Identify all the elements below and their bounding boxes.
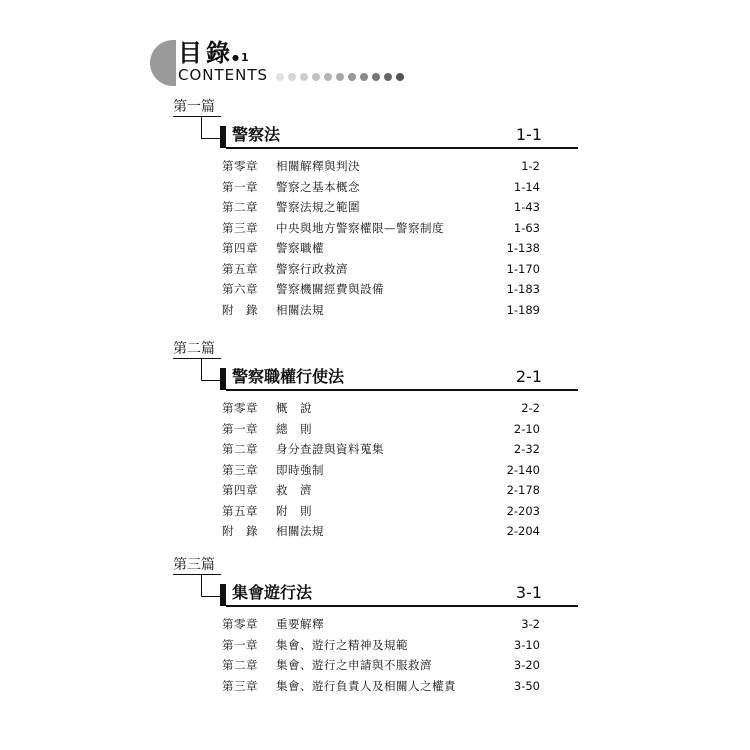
chapter-row[interactable] — [0, 279, 750, 299]
chapter-number: 附 錄 — [222, 524, 258, 538]
chapter-row[interactable] — [0, 177, 750, 197]
chapter-number: 第三章 — [222, 678, 258, 693]
chapter-page: 1-14 — [513, 179, 540, 194]
chapter-number: 第二章 — [222, 200, 258, 214]
part-bracket — [201, 574, 220, 597]
chapter-title: 中央與地方警察權限—警察制度 — [276, 220, 444, 235]
chapter-title: 警察法規之範圍 — [276, 200, 360, 214]
section-bar — [220, 584, 226, 606]
chapter-title: 救 濟 — [276, 483, 312, 497]
chapter-row[interactable] — [0, 480, 750, 500]
chapter-title: 身分查證與資料蒐集 — [276, 442, 384, 456]
section-rule — [226, 147, 578, 149]
section-bar — [220, 126, 226, 148]
chapter-number: 附 錄 — [222, 302, 258, 317]
decorative-dots — [276, 73, 404, 83]
dot-icon — [288, 73, 296, 81]
chapter-page: 3-10 — [513, 637, 540, 652]
part-bracket — [201, 116, 220, 139]
dot-icon — [360, 73, 368, 81]
chapter-page: 2-178 — [506, 483, 540, 497]
part-label: 第二篇 — [173, 341, 215, 357]
chapter-number: 第五章 — [222, 261, 258, 276]
section-rule — [226, 605, 578, 607]
chapter-title: 警察機關經費與設備 — [276, 282, 384, 296]
chapter-title: 總 則 — [276, 421, 312, 436]
chapter-page: 1-183 — [506, 282, 540, 296]
chapter-row[interactable] — [0, 439, 750, 459]
section-rule — [226, 389, 578, 391]
section-title[interactable]: 集會遊行法 — [232, 583, 313, 602]
chapter-page: 2-32 — [513, 442, 540, 456]
section-title[interactable]: 警察法 — [232, 125, 281, 144]
chapter-row[interactable] — [0, 197, 750, 217]
part-label: 第一篇 — [173, 99, 215, 115]
chapter-page: 1-170 — [506, 261, 540, 276]
chapter-row[interactable] — [0, 635, 750, 655]
chapter-row[interactable] — [0, 521, 750, 541]
part-bracket — [201, 358, 220, 381]
chapter-row[interactable] — [0, 238, 750, 258]
part-label: 第三篇 — [173, 557, 215, 573]
chapter-number: 第四章 — [222, 483, 258, 497]
chapter-number: 第六章 — [222, 282, 258, 296]
chapter-number: 第三章 — [222, 462, 258, 477]
chapter-page: 3-2 — [521, 617, 540, 631]
chapter-title: 集會、遊行負責人及相關人之權責 — [276, 678, 456, 693]
chapter-title: 集會、遊行之精神及規範 — [276, 637, 408, 652]
chapter-page: 1-2 — [521, 159, 540, 173]
chapter-page: 3-50 — [513, 678, 540, 693]
dot-icon — [396, 73, 404, 81]
chapter-row[interactable] — [0, 300, 750, 320]
chapter-title: 附 則 — [276, 503, 312, 518]
chapter-number: 第二章 — [222, 658, 258, 672]
chapter-number: 第一章 — [222, 421, 258, 436]
chapter-title: 相關法規 — [276, 524, 324, 538]
chapter-page: 2-2 — [521, 401, 540, 415]
section-page: 2-1 — [515, 367, 542, 386]
chapter-title: 重要解釋 — [276, 617, 324, 631]
chapter-page: 1-138 — [506, 241, 540, 255]
dot-icon — [300, 73, 308, 81]
chapter-number: 第零章 — [222, 617, 258, 631]
chapter-row[interactable] — [0, 501, 750, 521]
chapter-number: 第四章 — [222, 241, 258, 255]
dot-icon — [276, 73, 284, 81]
chapter-number: 第零章 — [222, 401, 258, 415]
toc-title-text: 目錄 — [178, 39, 234, 67]
chapter-page: 2-10 — [513, 421, 540, 436]
chapter-row[interactable] — [0, 156, 750, 176]
chapter-row[interactable] — [0, 419, 750, 439]
chapter-title: 相關法規 — [276, 302, 324, 317]
chapter-row[interactable] — [0, 398, 750, 418]
chapter-title: 集會、遊行之申請與不服救濟 — [276, 658, 432, 672]
chapter-page: 1-43 — [513, 200, 540, 214]
chapter-row[interactable] — [0, 218, 750, 238]
chapter-row[interactable] — [0, 655, 750, 675]
chapter-number: 第五章 — [222, 503, 258, 518]
chapter-page: 2-140 — [506, 462, 540, 477]
chapter-number: 第三章 — [222, 220, 258, 235]
section-title[interactable]: 警察職權行使法 — [232, 367, 345, 386]
chapter-page: 2-204 — [506, 524, 540, 538]
chapter-number: 第一章 — [222, 179, 258, 194]
section-page: 3-1 — [515, 583, 542, 602]
chapter-title: 相關解釋與判決 — [276, 159, 360, 173]
chapter-row[interactable] — [0, 259, 750, 279]
header-tab-decoration — [150, 40, 176, 86]
section-bar — [220, 368, 226, 390]
dot-icon — [336, 73, 344, 81]
dot-icon — [312, 73, 320, 81]
chapter-number: 第一章 — [222, 637, 258, 652]
chapter-title: 即時強制 — [276, 462, 324, 477]
dot-icon — [324, 73, 332, 81]
chapter-page: 2-203 — [506, 503, 540, 518]
chapter-row[interactable] — [0, 676, 750, 696]
dot-icon — [348, 73, 356, 81]
chapter-title: 警察之基本概念 — [276, 179, 360, 194]
chapter-number: 第二章 — [222, 442, 258, 456]
chapter-row[interactable] — [0, 614, 750, 634]
toc-subtitle: CONTENTS — [178, 66, 269, 84]
chapter-title: 概 說 — [276, 401, 312, 415]
chapter-number: 第零章 — [222, 159, 258, 173]
chapter-title: 警察行政救濟 — [276, 261, 348, 276]
chapter-title: 警察職權 — [276, 241, 324, 255]
dot-icon — [384, 73, 392, 81]
chapter-page: 1-189 — [506, 302, 540, 317]
chapter-page: 1-63 — [513, 220, 540, 235]
page-marker: ● 1 — [232, 51, 249, 64]
chapter-page: 3-20 — [513, 658, 540, 672]
chapter-row[interactable] — [0, 460, 750, 480]
section-page: 1-1 — [515, 125, 542, 144]
dot-icon — [372, 73, 380, 81]
